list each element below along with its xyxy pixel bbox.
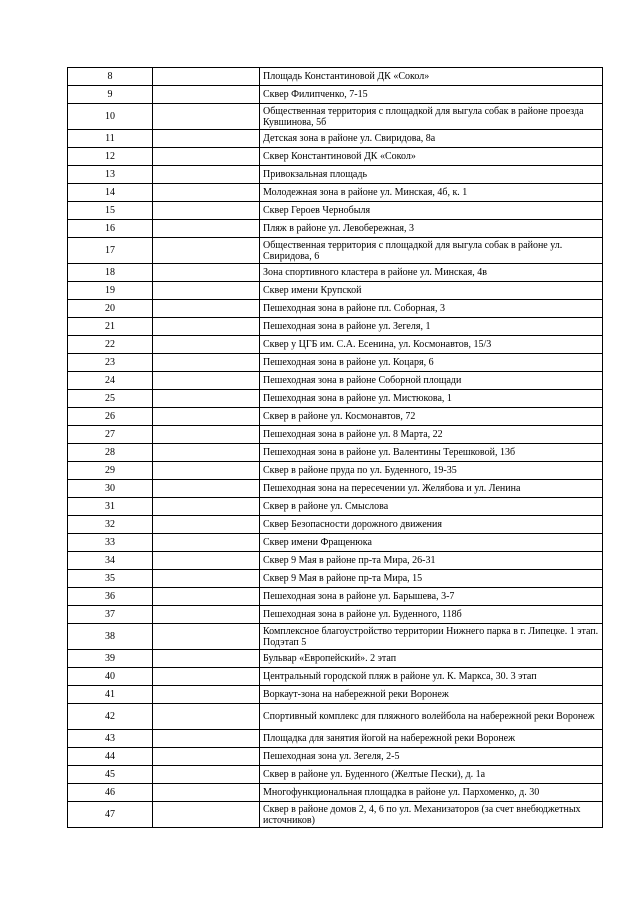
row-number: 19 <box>68 282 153 300</box>
row-number: 11 <box>68 130 153 148</box>
empty-cell <box>153 408 260 426</box>
territory-name: Пешеходная зона в районе Соборной площади <box>260 372 603 390</box>
row-number: 25 <box>68 390 153 408</box>
row-number: 36 <box>68 588 153 606</box>
empty-cell <box>153 148 260 166</box>
table-row <box>68 534 603 552</box>
table-row <box>68 372 603 390</box>
territory-name: Сквер в районе домов 2, 4, 6 по ул. Механизаторов (за счет внебюджетных источников) <box>260 802 603 828</box>
territory-name: Пешеходная зона в районе ул. Коцаря, 6 <box>260 354 603 372</box>
empty-cell <box>153 730 260 748</box>
table-row <box>68 624 603 650</box>
empty-cell <box>153 166 260 184</box>
empty-cell <box>153 748 260 766</box>
territory-name: Площадь Константиновой ДК «Сокол» <box>260 68 603 86</box>
row-number: 30 <box>68 480 153 498</box>
row-number: 31 <box>68 498 153 516</box>
table-row <box>68 166 603 184</box>
territory-name: Спортивный комплекс для пляжного волейбола на набережной реки Воронеж <box>260 704 603 730</box>
table-row <box>68 184 603 202</box>
empty-cell <box>153 498 260 516</box>
territory-name: Сквер в районе пруда по ул. Буденного, 19-35 <box>260 462 603 480</box>
table-row <box>68 336 603 354</box>
row-number: 42 <box>68 704 153 730</box>
table-row <box>68 704 603 730</box>
row-number: 14 <box>68 184 153 202</box>
row-number: 37 <box>68 606 153 624</box>
empty-cell <box>153 184 260 202</box>
territory-name: Комплексное благоустройство территории Нижнего парка в г. Липецке. 1 этап. Подэтап 5 <box>260 624 603 650</box>
row-number: 23 <box>68 354 153 372</box>
table-body <box>68 68 603 828</box>
empty-cell <box>153 372 260 390</box>
territory-name: Общественная территория с площадкой для выгула собак в районе проезда Кувшинова, 5б <box>260 104 603 130</box>
empty-cell <box>153 444 260 462</box>
empty-cell <box>153 686 260 704</box>
empty-cell <box>153 300 260 318</box>
empty-cell <box>153 552 260 570</box>
territory-name: Сквер Героев Чернобыля <box>260 202 603 220</box>
territory-name: Сквер имени Фращенюка <box>260 534 603 552</box>
row-number: 35 <box>68 570 153 588</box>
table-row <box>68 686 603 704</box>
empty-cell <box>153 130 260 148</box>
territory-name: Сквер Константиновой ДК «Сокол» <box>260 148 603 166</box>
table-row <box>68 650 603 668</box>
table-row <box>68 238 603 264</box>
territory-name: Пешеходная зона в районе ул. Барышева, 3-7 <box>260 588 603 606</box>
territory-name: Пешеходная зона в районе ул. 8 Марта, 22 <box>260 426 603 444</box>
row-number: 44 <box>68 748 153 766</box>
table-row <box>68 202 603 220</box>
territory-name: Сквер Безопасности дорожного движения <box>260 516 603 534</box>
row-number: 45 <box>68 766 153 784</box>
empty-cell <box>153 704 260 730</box>
table-row <box>68 498 603 516</box>
table-row <box>68 748 603 766</box>
row-number: 22 <box>68 336 153 354</box>
table-row <box>68 104 603 130</box>
territory-name: Воркаут-зона на набережной реки Воронеж <box>260 686 603 704</box>
table-row <box>68 784 603 802</box>
table-row <box>68 462 603 480</box>
row-number: 24 <box>68 372 153 390</box>
row-number: 16 <box>68 220 153 238</box>
territory-name: Зона спортивного кластера в районе ул. Минская, 4в <box>260 264 603 282</box>
row-number: 10 <box>68 104 153 130</box>
territory-name: Сквер Филипченко, 7-15 <box>260 86 603 104</box>
territory-name: Пешеходная зона в районе ул. Мистюкова, 1 <box>260 390 603 408</box>
empty-cell <box>153 480 260 498</box>
table-row <box>68 570 603 588</box>
table-row <box>68 318 603 336</box>
row-number: 17 <box>68 238 153 264</box>
empty-cell <box>153 606 260 624</box>
territory-name: Пешеходная зона на пересечении ул. Желябова и ул. Ленина <box>260 480 603 498</box>
row-number: 43 <box>68 730 153 748</box>
table-row <box>68 480 603 498</box>
empty-cell <box>153 426 260 444</box>
territory-name: Сквер 9 Мая в районе пр-та Мира, 26-31 <box>260 552 603 570</box>
empty-cell <box>153 534 260 552</box>
row-number: 39 <box>68 650 153 668</box>
row-number: 8 <box>68 68 153 86</box>
table-row <box>68 444 603 462</box>
territory-name: Сквер в районе ул. Буденного (Желтые Пески), д. 1а <box>260 766 603 784</box>
empty-cell <box>153 318 260 336</box>
empty-cell <box>153 802 260 828</box>
table-row <box>68 86 603 104</box>
territory-name: Пляж в районе ул. Левобережная, 3 <box>260 220 603 238</box>
empty-cell <box>153 784 260 802</box>
table-row <box>68 300 603 318</box>
territory-name: Сквер в районе ул. Космонавтов, 72 <box>260 408 603 426</box>
empty-cell <box>153 336 260 354</box>
table-row <box>68 552 603 570</box>
table-row <box>68 264 603 282</box>
territory-name: Площадка для занятия йогой на набережной реки Воронеж <box>260 730 603 748</box>
empty-cell <box>153 516 260 534</box>
empty-cell <box>153 68 260 86</box>
empty-cell <box>153 588 260 606</box>
empty-cell <box>153 220 260 238</box>
row-number: 20 <box>68 300 153 318</box>
row-number: 40 <box>68 668 153 686</box>
row-number: 27 <box>68 426 153 444</box>
territory-name: Бульвар «Европейский». 2 этап <box>260 650 603 668</box>
row-number: 41 <box>68 686 153 704</box>
territory-name: Молодежная зона в районе ул. Минская, 4б, к. 1 <box>260 184 603 202</box>
territory-name: Пешеходная зона в районе пл. Соборная, 3 <box>260 300 603 318</box>
empty-cell <box>153 264 260 282</box>
table-row <box>68 148 603 166</box>
territory-name: Детская зона в районе ул. Свиридова, 8а <box>260 130 603 148</box>
row-number: 46 <box>68 784 153 802</box>
row-number: 29 <box>68 462 153 480</box>
territory-name: Сквер у ЦГБ им. С.А. Есенина, ул. Космонавтов, 15/3 <box>260 336 603 354</box>
territory-name: Пешеходная зона в районе ул. Валентины Терешковой, 13б <box>260 444 603 462</box>
row-number: 38 <box>68 624 153 650</box>
row-number: 32 <box>68 516 153 534</box>
table-row <box>68 802 603 828</box>
territory-name: Общественная территория с площадкой для выгула собак в районе ул. Свиридова, 6 <box>260 238 603 264</box>
empty-cell <box>153 462 260 480</box>
territory-name: Сквер имени Крупской <box>260 282 603 300</box>
row-number: 9 <box>68 86 153 104</box>
empty-cell <box>153 668 260 686</box>
row-number: 26 <box>68 408 153 426</box>
row-number: 13 <box>68 166 153 184</box>
table-row <box>68 766 603 784</box>
empty-cell <box>153 624 260 650</box>
table-row <box>68 606 603 624</box>
table-row <box>68 730 603 748</box>
empty-cell <box>153 570 260 588</box>
table-row <box>68 516 603 534</box>
table-row <box>68 408 603 426</box>
table-row <box>68 588 603 606</box>
row-number: 12 <box>68 148 153 166</box>
row-number: 18 <box>68 264 153 282</box>
territory-name: Пешеходная зона в районе ул. Зегеля, 1 <box>260 318 603 336</box>
territory-name: Пешеходная зона ул. Зегеля, 2-5 <box>260 748 603 766</box>
table-row <box>68 426 603 444</box>
table-row <box>68 130 603 148</box>
row-number: 15 <box>68 202 153 220</box>
empty-cell <box>153 202 260 220</box>
row-number: 21 <box>68 318 153 336</box>
empty-cell <box>153 104 260 130</box>
empty-cell <box>153 390 260 408</box>
table-row <box>68 220 603 238</box>
empty-cell <box>153 354 260 372</box>
territory-name: Сквер в районе ул. Смыслова <box>260 498 603 516</box>
empty-cell <box>153 650 260 668</box>
table-row <box>68 282 603 300</box>
row-number: 47 <box>68 802 153 828</box>
table-row <box>68 68 603 86</box>
territory-table <box>67 67 603 828</box>
table-row <box>68 354 603 372</box>
row-number: 28 <box>68 444 153 462</box>
territory-name: Сквер 9 Мая в районе пр-та Мира, 15 <box>260 570 603 588</box>
row-number: 34 <box>68 552 153 570</box>
territory-name: Пешеходная зона в районе ул. Буденного, 118б <box>260 606 603 624</box>
empty-cell <box>153 86 260 104</box>
row-number: 33 <box>68 534 153 552</box>
territory-name: Привокзальная площадь <box>260 166 603 184</box>
table-row <box>68 668 603 686</box>
territory-name: Центральный городской пляж в районе ул. К. Маркса, 30. 3 этап <box>260 668 603 686</box>
empty-cell <box>153 766 260 784</box>
table-row <box>68 390 603 408</box>
empty-cell <box>153 238 260 264</box>
territory-name: Многофункциональная площадка в районе ул. Пархоменко, д. 30 <box>260 784 603 802</box>
empty-cell <box>153 282 260 300</box>
